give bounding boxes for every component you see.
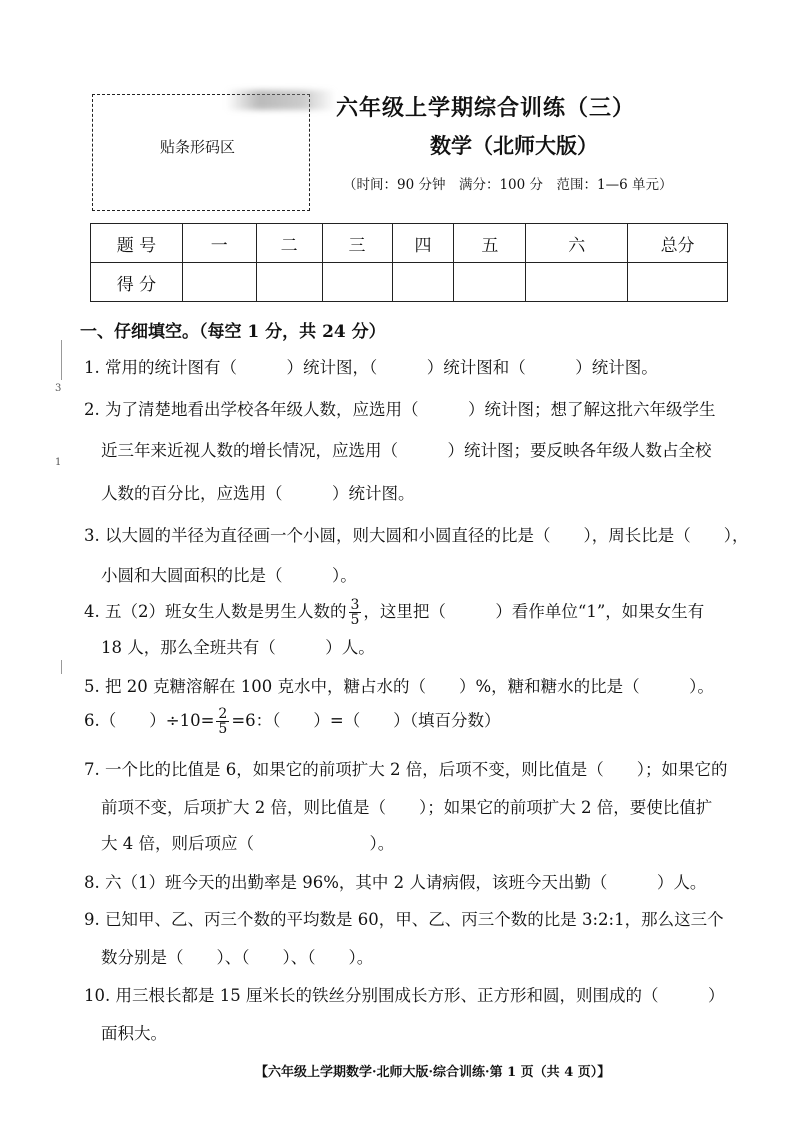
question-line: 3. 以大圆的半径为直径画一个小圆，则大圆和小圆直径的比是（ ），周长比是（ ）， (84, 526, 749, 545)
question-line: 9. 已知甲、乙、丙三个数的平均数是 60，甲、乙、丙三个数的比是 3:2:1，那么这三个 (84, 910, 724, 929)
fraction (349, 598, 362, 627)
table-header-cell: 一 (182, 224, 256, 263)
question-line: 8. 六（1）班今天的出勤率是 96%，其中 2 人请病假，该班今天出勤（ ）人。 (84, 873, 707, 892)
page-footer: 【六年级上学期数学·北师大版·综合训练·第 1 页（共 4 页）】 (255, 1065, 611, 1080)
question-line: 5. 把 20 克糖溶解在 100 克水中，糖占水的（ ）%，糖和糖水的比是（ ）。 (84, 677, 714, 696)
score-cell[interactable] (182, 263, 256, 302)
question-line: 大 4 倍，则后项应（ ）。 (101, 834, 395, 853)
score-table (90, 223, 728, 302)
question-text: =6：（ ）=（ ）（填百分数） (231, 711, 501, 730)
score-cell[interactable] (526, 263, 628, 302)
score-cell[interactable] (322, 263, 392, 302)
fraction-numerator: 2 (218, 706, 228, 722)
table-header-cell: 题 号 (91, 224, 183, 263)
table-header-cell: 六 (526, 224, 628, 263)
question-line: 人数的百分比，应选用（ ）统计图。 (101, 484, 415, 503)
table-header-cell: 二 (256, 224, 322, 263)
scan-smudge (226, 90, 336, 110)
margin-mark: 3 (55, 383, 62, 394)
fraction-denominator: 5 (218, 721, 228, 737)
question-line: 1. 常用的统计图有（ ）统计图，（ ）统计图和（ ）统计图。 (84, 358, 658, 377)
question-line: 面积大。 (101, 1024, 167, 1043)
question-line: 2. 为了清楚地看出学校各年级人数，应选用（ ）统计图；想了解这批六年级学生 (84, 400, 716, 419)
section-title: 一、仔细填空。（每空 1 分，共 24 分） (80, 322, 386, 342)
table-row (91, 224, 728, 263)
margin-mark: 1 (55, 457, 62, 468)
fraction-numerator: 3 (350, 597, 360, 613)
question-line: 18 人，那么全班共有（ ）人。 (101, 638, 375, 657)
page-title: 六年级上学期综合训练（三） (336, 95, 636, 121)
fraction-denominator: 5 (350, 612, 360, 628)
question-line: 数分别是（ ）、（ ）、（ ）。 (101, 948, 374, 967)
question-line: 前项不变，后项扩大 2 倍，则比值是（ ）；如果它的前项扩大 2 倍，要使比值扩 (101, 798, 713, 817)
score-cell[interactable] (628, 263, 728, 302)
question-text: ，这里把（ ）看作单位“1”，如果女生有 (363, 602, 705, 621)
table-header-cell: 总分 (628, 224, 728, 263)
margin-line (61, 660, 62, 674)
question-line: 7. 一个比的比值是 6，如果它的前项扩大 2 倍，后项不变，则比值是（ ）；如果它的 (84, 760, 728, 779)
page-subtitle: 数学（北师大版） (430, 133, 598, 158)
table-header-cell: 四 (392, 224, 454, 263)
question-text: 6.（ ）÷10= (84, 711, 215, 730)
question-line: 10. 用三根长都是 15 厘米长的铁丝分别围成长方形、正方形和圆，则围成的（ ） (84, 986, 725, 1005)
table-header-cell: 五 (454, 224, 526, 263)
fraction (216, 707, 229, 736)
score-cell[interactable] (454, 263, 526, 302)
score-cell[interactable] (392, 263, 454, 302)
question-text: 4. 五（2）班女生人数是男生人数的 (84, 602, 347, 621)
table-header-cell: 三 (322, 224, 392, 263)
exam-info: （时间：90 分钟 满分：100 分 范围：1—6 单元） (343, 177, 673, 193)
question-line: 近三年来近视人数的增长情况，应选用（ ）统计图；要反映各年级人数占全校 (101, 441, 712, 460)
barcode-label: 贴条形码区 (160, 138, 236, 156)
question-line (84, 706, 500, 736)
margin-line (61, 340, 62, 380)
table-row-label: 得 分 (91, 263, 183, 302)
question-line: 小圆和大圆面积的比是（ ）。 (101, 566, 357, 585)
question-line (84, 597, 704, 627)
table-row (91, 263, 728, 302)
score-cell[interactable] (256, 263, 322, 302)
